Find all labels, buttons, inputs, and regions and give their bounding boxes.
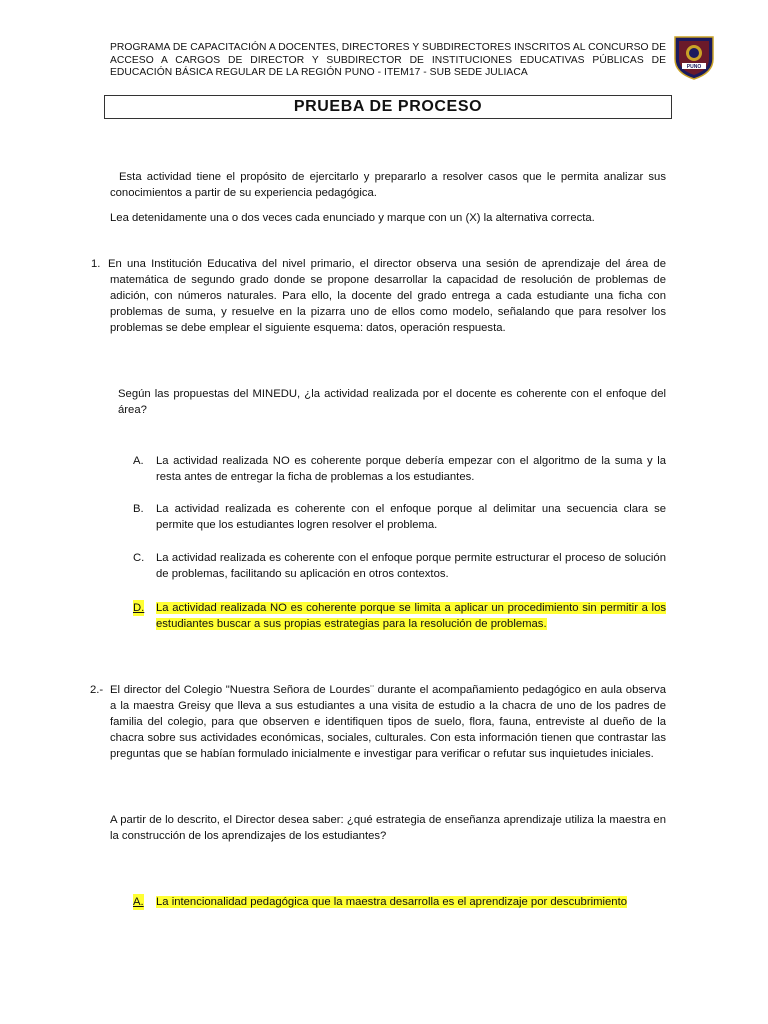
q1-option-c-letter: C. (133, 552, 145, 564)
intro-instruction: Lea detenidamente una o dos veces cada enunciado y marque con un (X) la alternativa correcta. (110, 212, 595, 224)
logo-text: PUNO (686, 64, 702, 70)
q1-option-b-letter: B. (133, 503, 144, 515)
institution-logo (671, 33, 717, 81)
q1-option-b[interactable]: La actividad realizada es coherente con el enfoque porque al delimitar una secuencia clara se permite que los estudiantes logren resolver el problema. (156, 503, 666, 531)
q2-option-a[interactable] (156, 894, 666, 910)
intro-purpose: Esta actividad tiene el propósito de ejercitarlo y prepararlo a resolver casos que le permita analizar sus conocimientos a partir de su experiencia pedagógica. (110, 171, 666, 199)
q1-text: En una Institución Educativa del nivel primario, el director observa una sesión de aprendizaje del área de matemática de segundo grado donde se propone desarrollar la capacidad de resolución de problemas de adición, con números naturales. Para ello, la docente del grado entrega a cada estudiante una ficha con problemas de suma, y resuelve en la pizarra uno de ellos como modelo, señalando que para resolver los problemas se debe emplear el siguiente esquema: datos, operación respuesta. (108, 258, 666, 334)
program-header: PROGRAMA DE CAPACITACIÓN A DOCENTES, DIRECTORES Y SUBDIRECTORES INSCRITOS AL CONCURSO DE ACCESO A CARGOS DE DIRECTOR Y SUBDIRECTOR DE INSTITUCIONES EDUCATIVAS PÚBLICAS DE EDUCACIÓN BÁSICA REGULAR DE LA REGIÓN PUNO - ITEM17 - SUB SEDE JULIACA (110, 42, 666, 78)
q2-number: 2.- (90, 684, 104, 696)
q1-option-c[interactable]: La actividad realizada es coherente con el enfoque porque permite estructurar el proceso de solución de problemas, facilitando su aplicación en otros contextos. (156, 552, 666, 580)
q1-number: 1. (91, 258, 101, 270)
q2-option-a-letter: A. (133, 896, 144, 908)
q1-option-d[interactable] (156, 600, 666, 632)
q1-option-d-letter: D. (133, 602, 145, 614)
q1-question: Según las propuestas del MINEDU, ¿la actividad realizada por el docente es coherente con el enfoque del área? (118, 388, 666, 416)
q1-option-a[interactable]: La actividad realizada NO es coherente porque debería empezar con el algoritmo de la suma y la resta antes de entregar la ficha de problemas a los estudiantes. (156, 455, 666, 483)
q2-text: El director del Colegio "Nuestra Señora de Lourdes¨ durante el acompañamiento pedagógico en aula observa a la maestra Greisy que lleva a sus estudiantes a una visita de estudio a la chacra de uno de los padres de familia del colegio, para que observen e identifiquen tipos de suelo, flora, fauna, entreviste al dueño de la chacra sobre sus actividades económicas, sociales, culturales. Con esta información tienen que contrastar las preguntas que se habían formulado inicialmente e investigar para verificar o refutar sus inquietudes iniciales. (110, 684, 666, 760)
q1-option-a-letter: A. (133, 455, 144, 467)
q1-option-d-highlight: La actividad realizada NO es coherente porque se limita a aplicar un procedimiento sin permitir a los estudiantes buscar a sus propias estrategias para la resolución de problemas. (156, 602, 666, 630)
q2-question: A partir de lo descrito, el Director desea saber: ¿qué estrategia de enseñanza aprendizaje utiliza la maestra en la construcción de los aprendizajes de los estudiantes? (110, 814, 666, 842)
q2-option-a-highlight: La intencionalidad pedagógica que la maestra desarrolla es el aprendizaje por descubrimiento (156, 896, 628, 908)
page-title: PRUEBA DE PROCESO (104, 95, 672, 119)
